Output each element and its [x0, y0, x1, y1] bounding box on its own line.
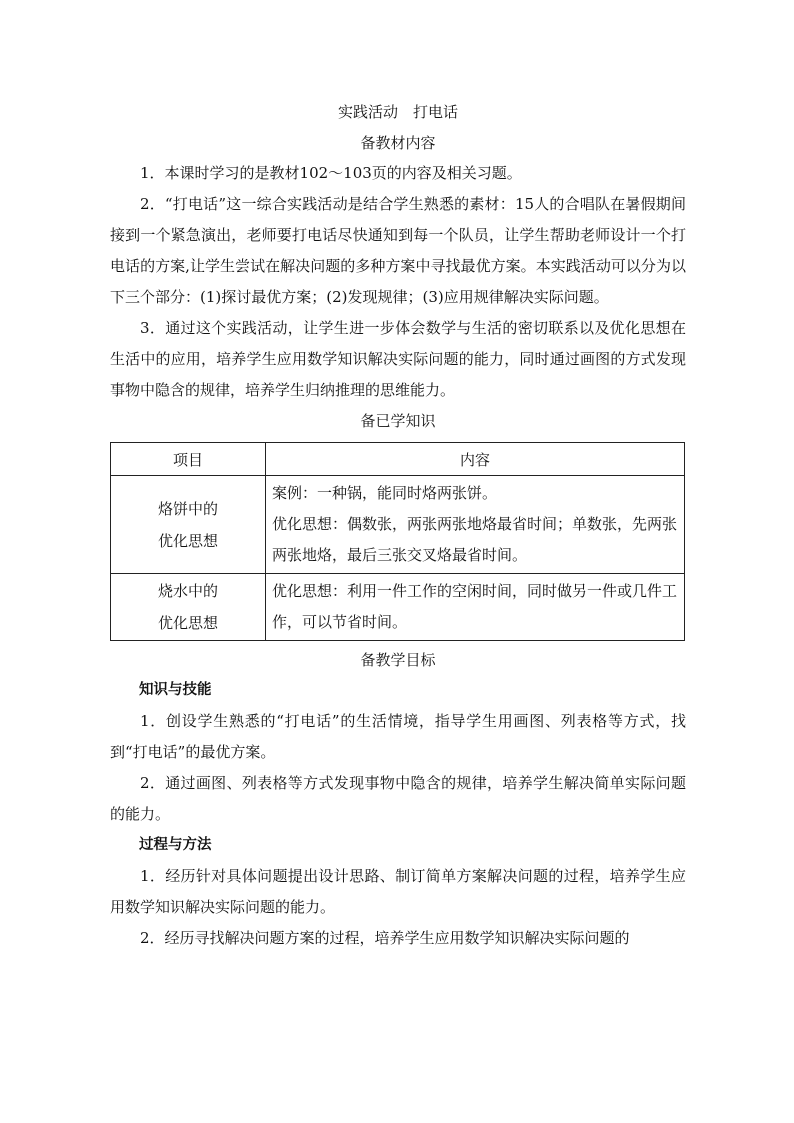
content-line: 案例：一种锅，能同时烙两张饼。 [272, 484, 498, 502]
section-heading-textbook-content: 备教材内容 [360, 134, 436, 152]
table-header-row [111, 443, 685, 476]
table-cell-item [111, 574, 266, 641]
paragraph: 1．创设学生熟悉的“打电话”的生活情境，指导学生用画图、列表格等方式，找到“打电话”的最优方案。 [110, 712, 686, 761]
content-line: 优化思想：利用一件工作的空闲时间，同时做另一件或几件工作，可以节省时间。 [272, 582, 678, 631]
document-page [110, 100, 686, 954]
paragraph: 2．通过画图、列表格等方式发现事物中隐含的规律，培养学生解决简单实际问题的能力。 [110, 774, 686, 823]
item-line: 烙饼中的 [157, 499, 218, 518]
paragraph: 1．经历针对具体问题提出设计思路、制订简单方案解决问题的过程，培养学生应用数学知识解决实际问题的能力。 [110, 867, 686, 916]
document-title: 实践活动 打电话 [337, 103, 458, 121]
item-line: 烧水中的 [157, 582, 218, 600]
table-cell-content [266, 476, 685, 574]
subheading-knowledge-skills: 知识与技能 [139, 682, 212, 698]
paragraph: 2．经历寻找解决问题方案的过程，培养学生应用数学知识解决实际问题的 [140, 929, 630, 947]
section-heading-prior-knowledge: 备已学知识 [360, 412, 436, 430]
table-cell-item [111, 476, 266, 574]
knowledge-table [110, 442, 685, 641]
section-heading-teaching-goals: 备教学目标 [360, 651, 436, 669]
table-cell-content [266, 574, 685, 641]
paragraph: 2．“打电话”这一综合实践活动是结合学生熟悉的素材：15人的合唱队在暑假期间接到一个紧急演出，老师要打电话尽快通知到每一个队员，让学生帮助老师设计一个打电话的方案,让学生尝试在解决问题的多种方案中寻找最优方案。本实践活动可以分为以下三个部分：(1)探讨最优方案；(2)发现规律；(3)应用规律解决实际问题。 [110, 195, 686, 306]
content-line: 优化思想：偶数张，两张两张地烙最省时间；单数张，先两张两张地烙，最后三张交叉烙最省时间。 [272, 515, 678, 564]
paragraph: 3．通过这个实践活动，让学生进一步体会数学与生活的密切联系以及优化思想在生活中的应用，培养学生应用数学知识解决实际问题的能力，同时通过画图的方式发现事物中隐含的规律，培养学生归纳推理的思维能力。 [110, 319, 686, 399]
paragraph: 1．本课时学习的是教材102～103页的内容及相关习题。 [140, 164, 522, 182]
table-row [111, 574, 685, 641]
table-header-content: 内容 [266, 443, 685, 476]
table-header-item: 项目 [111, 443, 266, 476]
table-row [111, 476, 685, 574]
subheading-process-method: 过程与方法 [139, 837, 212, 853]
item-line: 优化思想 [157, 614, 218, 632]
item-line: 优化思想 [157, 531, 218, 550]
